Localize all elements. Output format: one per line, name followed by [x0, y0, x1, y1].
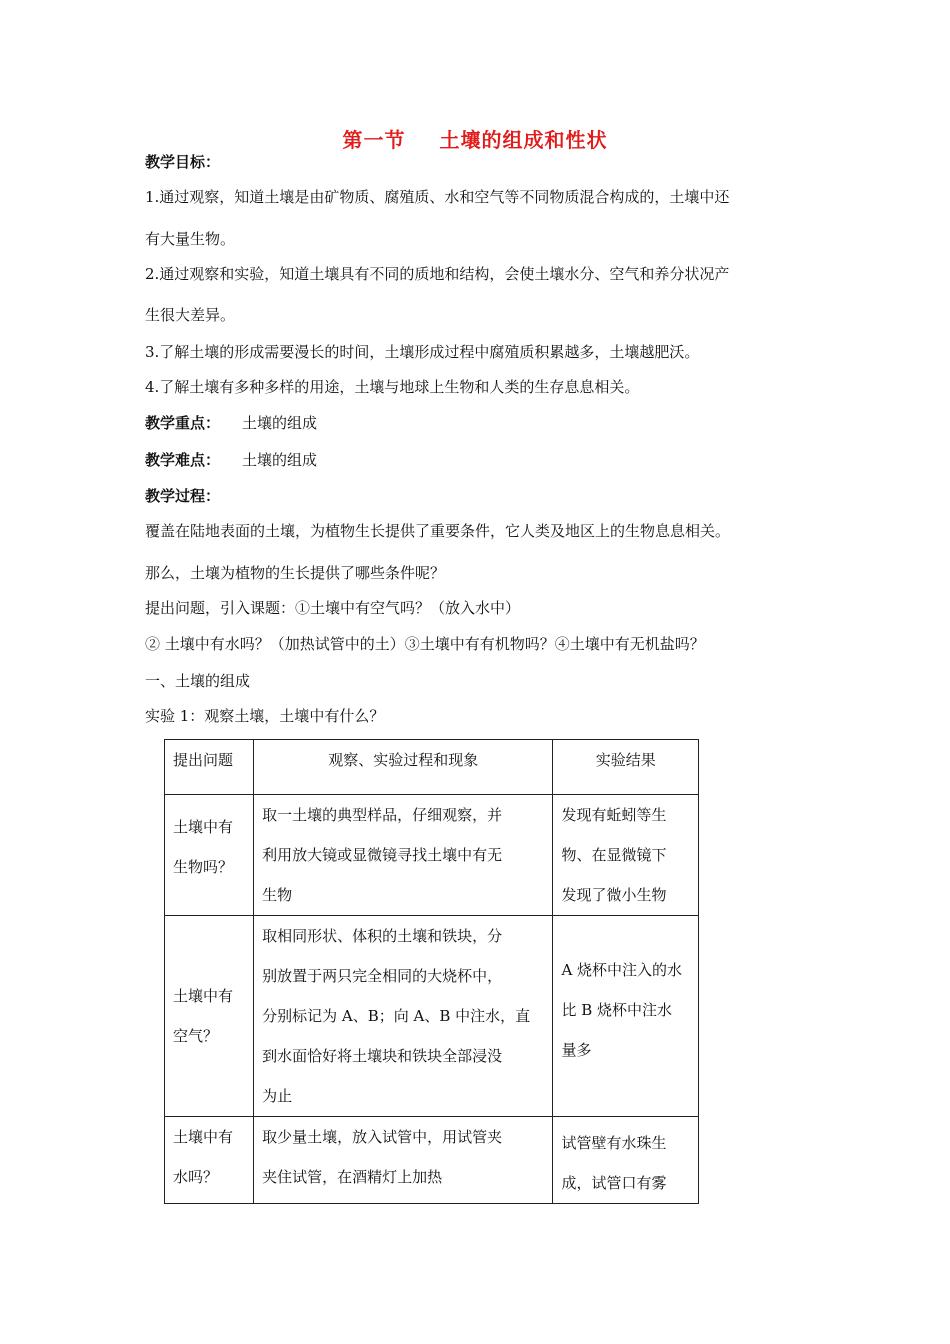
cell-line: 到水面恰好将土壤块和铁块全部浸没 [262, 1047, 503, 1065]
objective-1-line-2: 有大量生物。 [145, 230, 236, 248]
page-title [0, 124, 950, 153]
table-header-row [165, 740, 699, 795]
cell-line: 发现了微小生物 [561, 886, 667, 904]
title-topic: 土壤的组成和性状 [439, 128, 608, 152]
key-point [145, 413, 317, 433]
table-row [165, 1117, 699, 1204]
experiment-table [164, 739, 699, 1204]
table-header-process: 观察、实验过程和现象 [254, 740, 553, 795]
body-paragraph-4: ② 土壤中有水吗？（加热试管中的土）③土壤中有有机物吗？④土壤中有无机盐吗？ [145, 635, 705, 653]
cell-line: 发现有蚯蚓等生 [561, 806, 667, 824]
cell-line: 取一土壤的典型样品，仔细观察，并 [262, 806, 503, 824]
difficulty [145, 450, 317, 470]
table-cell-question [165, 1117, 254, 1204]
cell-line: 空气？ [173, 1027, 219, 1045]
difficulty-label: 教学难点： [145, 451, 221, 469]
objective-4: 4.了解土壤有多种多样的用途，土壤与地球上生物和人类的生存息息相关。 [145, 378, 640, 396]
cell-line: 土壤中有 [173, 818, 234, 836]
title-section-number: 第一节 [342, 128, 406, 152]
cell-line: 试管壁有水珠生 [561, 1134, 667, 1152]
cell-line: 水吗？ [173, 1168, 219, 1186]
key-point-value: 土壤的组成 [242, 414, 318, 432]
cell-line: 夹住试管，在酒精灯上加热 [262, 1168, 443, 1186]
cell-line: 物、在显微镜下 [561, 846, 667, 864]
body-paragraph-1: 覆盖在陆地表面的土壤，为植物生长提供了重要条件，它人类及地区上的生物息息相关。 [145, 522, 731, 540]
objective-1-line-1: 1.通过观察，知道土壤是由矿物质、腐殖质、水和空气等不同物质混合构成的，土壤中还 [145, 188, 730, 206]
cell-line: 生物吗？ [173, 858, 234, 876]
section-heading-1: 一、土壤的组成 [145, 672, 251, 690]
cell-line: 别放置于两只完全相同的大烧杯中， [262, 967, 503, 985]
table-cell-process [254, 1117, 553, 1204]
table-cell-result [553, 1117, 699, 1204]
cell-line: 取相同形状、体积的土壤和铁块，分 [262, 927, 503, 945]
table-header-result: 实验结果 [553, 740, 699, 795]
table-cell-question [165, 795, 254, 916]
cell-line: 土壤中有 [173, 987, 234, 1005]
objective-2-line-2: 生很大差异。 [145, 306, 236, 324]
cell-line: 生物 [262, 886, 293, 904]
cell-line: 分别标记为 A、B；向 A、B 中注水，直 [262, 1007, 531, 1025]
table-row [165, 916, 699, 1117]
body-paragraph-2: 那么，土壤为植物的生长提供了哪些条件呢？ [145, 564, 446, 582]
cell-line: 取少量土壤，放入试管中，用试管夹 [262, 1128, 503, 1146]
cell-line: 为止 [262, 1087, 293, 1105]
table-cell-question [165, 916, 254, 1117]
objectives-heading: 教学目标： [145, 153, 221, 171]
cell-line: 量多 [561, 1041, 592, 1059]
table-row [165, 795, 699, 916]
difficulty-value: 土壤的组成 [242, 451, 318, 469]
table-cell-process [254, 916, 553, 1117]
cell-line: 比 B 烧杯中注水 [561, 1001, 672, 1019]
process-heading: 教学过程： [145, 487, 221, 505]
experiment-1-label: 实验 1：观察土壤，土壤中有什么？ [145, 707, 385, 725]
cell-line: 成，试管口有雾 [561, 1174, 667, 1192]
cell-line: 土壤中有 [173, 1128, 234, 1146]
objective-3: 3.了解土壤的形成需要漫长的时间，土壤形成过程中腐殖质积累越多，土壤越肥沃。 [145, 343, 700, 361]
cell-line: 利用放大镜或显微镜寻找土壤中有无 [262, 846, 503, 864]
key-point-label: 教学重点： [145, 414, 221, 432]
cell-line: A 烧杯中注入的水 [561, 961, 683, 979]
table-cell-result [553, 916, 699, 1117]
table-cell-process [254, 795, 553, 916]
objective-2-line-1: 2.通过观察和实验，知道土壤具有不同的质地和结构，会使土壤水分、空气和养分状况产 [145, 265, 730, 283]
table-cell-result [553, 795, 699, 916]
table-header-question: 提出问题 [165, 740, 254, 795]
body-paragraph-3: 提出问题，引入课题：①土壤中有空气吗？（放入水中） [145, 599, 521, 617]
